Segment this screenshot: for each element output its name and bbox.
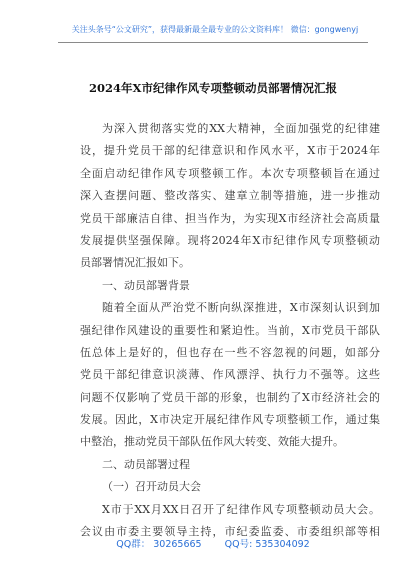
promo-banner: 关注头条号“公文研究”，获得最新最全最专业的公文资料库！ 微信：gongwenyj xyxy=(71,25,359,34)
paragraph-line: 为深入贯彻落实党的XX大精神，全面加强党的纪律建 xyxy=(102,122,380,135)
document-title: 2024年X市纪律作风专项整顿动员部署情况汇报 xyxy=(89,81,337,95)
section-heading: 一、动员部署背景 xyxy=(102,278,190,292)
subsection-heading: （一）召开动员大会 xyxy=(102,480,201,494)
paragraph-line: 中整治，推动党员干部队伍作风大转变、效能大提升。 xyxy=(80,435,344,449)
paragraph-line: 强纪律作风建设的重要性和紧迫性。当前，X市党员干部队 xyxy=(80,323,380,337)
paragraph-line: 发展提供坚强保障。现将2024年X市纪律作风专项整顿动 xyxy=(80,233,380,247)
document-body xyxy=(80,118,380,543)
paragraph-line: 会议由市委主要领导主持，市纪委监委、市委组织部等相 xyxy=(80,525,380,539)
contact-footer xyxy=(58,536,368,550)
header-divider xyxy=(58,42,368,43)
paragraph-line: 伍总体上是好的，但也存在一些不容忽视的问题，如部分 xyxy=(80,345,380,359)
paragraph-line: 发展。因此，X市决定开展纪律作风专项整顿工作，通过集 xyxy=(80,413,380,427)
paragraph-line: 问题不仅影响了党员干部的形象，也制约了X市经济社会的 xyxy=(80,390,380,404)
qq-group-label: QQ群： 30265665 xyxy=(116,539,202,550)
section-heading: 二、动员部署过程 xyxy=(102,457,190,471)
paragraph-line: 深入查摆问题、整改落实、建章立制等措施，进一步推动 xyxy=(80,189,380,203)
paragraph-line: 全面启动纪律作风专项整顿工作。本次专项整顿旨在通过 xyxy=(80,166,380,180)
paragraph-line: 党员干部纪律意识淡薄、作风漂浮、执行力不强等。这些 xyxy=(80,368,380,382)
paragraph-line: 党员干部廉洁自律、担当作为，为实现X市经济社会高质量 xyxy=(80,211,380,225)
paragraph-line: 随着全面从严治党不断向纵深推进，X市深刻认识到加 xyxy=(102,301,380,315)
paragraph-line: 员部署情况汇报如下。 xyxy=(80,256,190,270)
qq-number-label: QQ号: 535304092 xyxy=(224,539,310,550)
paragraph-line: X市于XX月XX日召开了纪律作风专项整顿动员大会。 xyxy=(102,502,380,516)
paragraph-line: 设，提升党员干部的纪律意识和作风水平，X市于2024年 xyxy=(80,144,380,158)
